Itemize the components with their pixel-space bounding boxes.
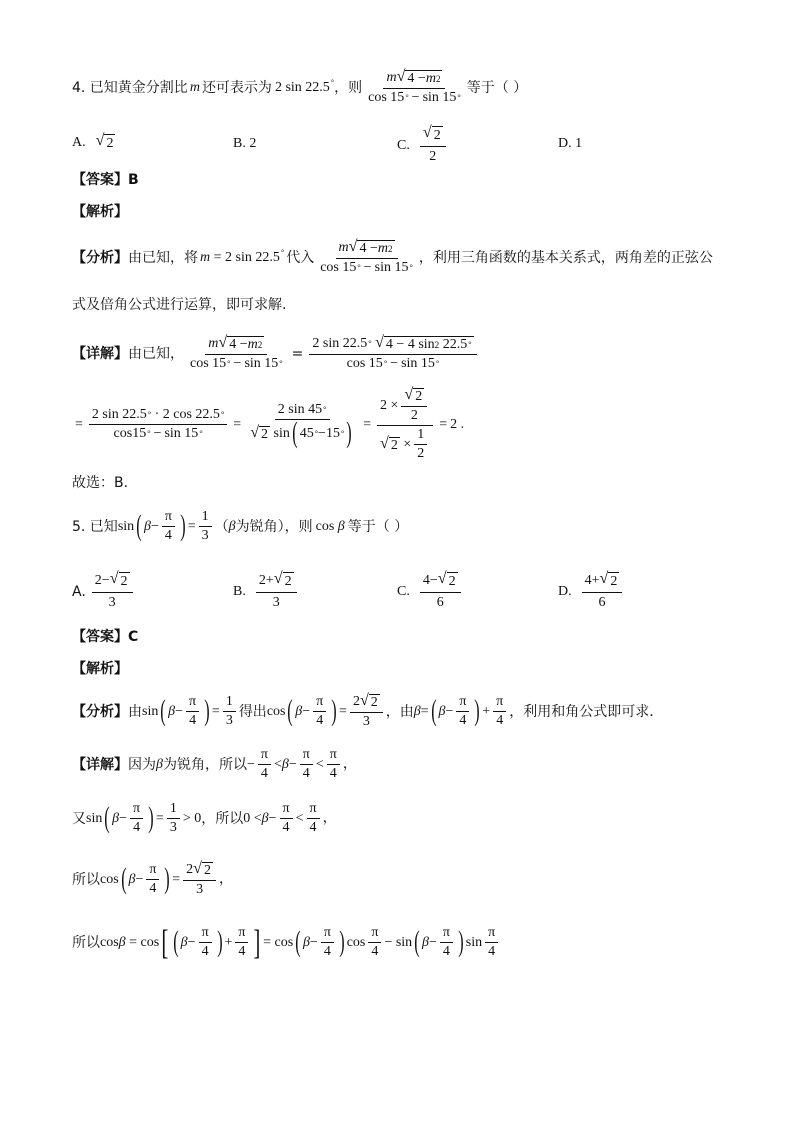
- q4-fenxi: 【分析】 由已知，将 m = 2 sin 22.5° 代入 m √ 4 − m 2 cos 15 ° − sin 15 ° ，利用三角函数的基本关系式，两角差的正弦公: [72, 238, 713, 276]
- q4-fraction: m √ 4 − m 2 cos 15 ° − sin 15 °: [368, 68, 461, 106]
- q5-fenxi: 【分析】 由 sin ( β − $\frac{\pi}{4}$ ) = $\frac{1}{3}$ 得出 cos ( β − $\frac{\pi}{4}$ ) = 2 √ 2 3 ，由 β = ( β − $\frac{\pi}{4}$ ) + $\frac{\pi}{4}$ ，利用和角公式即可求.: [72, 692, 654, 730]
- q4-xiangjie-line2: = 2 sin 22.5 ° · 2 cos 22.5 ° cos15 ° − sin 15 ° = 2 sin 45 ° √ 2 sin ( 45 ° −15 ° ) = 2 × √ 2 2 √ 2 × $\frac{1}{2}$ = 2 .: [75, 386, 465, 462]
- q5-you: 又 sin ( β − $\frac{\pi}{4}$ ) = $\frac{1}{3}$ > 0 ，所以 0 < β − $\frac{\pi}{4}$ < $\frac{\pi}{4}$ ，: [72, 801, 337, 835]
- q5-option-c: C. 4− √ 2 6: [397, 572, 464, 611]
- q4-stem-m: m: [189, 79, 200, 95]
- q4-option-d: D. 1: [558, 136, 583, 151]
- q5-xiangjie: 【详解】 因为 β 为锐角，所以 − $\frac{\pi}{4}$ < β − $\frac{\pi}{4}$ < $\frac{\pi}{4}$ ，: [72, 747, 357, 781]
- q4-answer: 【答案】B: [72, 172, 139, 188]
- q4-stem-then: ，则: [334, 79, 363, 96]
- q5-analysis-head: 【解析】: [72, 661, 128, 677]
- q5-option-d: D. 4+ √ 2 6: [558, 572, 625, 611]
- q4-stem-val: 2 sin 22.5°: [274, 77, 335, 95]
- q4-stem-pre: 4. 已知黄金分割比: [72, 79, 188, 96]
- q5-suoyi-2: 所以 cos β = cos [ ( β − $\frac{\pi}{4}$ ) + $\frac{\pi}{4}$ ] = cos ( β − $\frac{\pi}{4}$ ) cos $\frac{\pi}{4}$ − sin ( β − $\frac{\pi}{4}$ ) sin $\frac{\pi}{4}$: [72, 926, 501, 959]
- q4-option-a: A. √ 2: [72, 132, 114, 151]
- q5-suoyi-1: 所以 cos ( β − $\frac{\pi}{4}$ ) = 2 √ 2 3 ，: [72, 860, 233, 898]
- q4-stem: [72, 70, 527, 105]
- q4-fenxi-line2: 式及倍角公式进行运算，即可求解.: [72, 297, 287, 313]
- q4-option-b: B. 2: [233, 136, 257, 151]
- q4-stem-mid: 还可表示为: [201, 79, 272, 96]
- q4-xiangjie: 【详解】 由已知， m √ 4 − m 2 cos 15 ° − sin 15 ° = 2 sin 22.5 ° √ 4 − 4 sin 2 22.5 ° cos 15 ° − sin 15 °: [72, 336, 480, 371]
- q5-stem: 5. 已知 sin ( β − $\frac{\pi}{4}$ ) = $\frac{1}{3}$ （ β 为锐角），则 cos β 等于（ ）: [72, 509, 409, 543]
- q4-analysis-head: 【解析】: [72, 204, 128, 220]
- q4-option-c: C. √ 2 2: [397, 126, 449, 165]
- q4-stem-after: 等于（ ）: [466, 79, 528, 96]
- q5-option-b: B. 2+ √ 2 3: [233, 572, 300, 611]
- q5-answer: 【答案】C: [72, 629, 139, 645]
- q5-option-a: A. 2− √ 2 3: [72, 572, 136, 611]
- q4-final: 故选：B.: [72, 475, 129, 491]
